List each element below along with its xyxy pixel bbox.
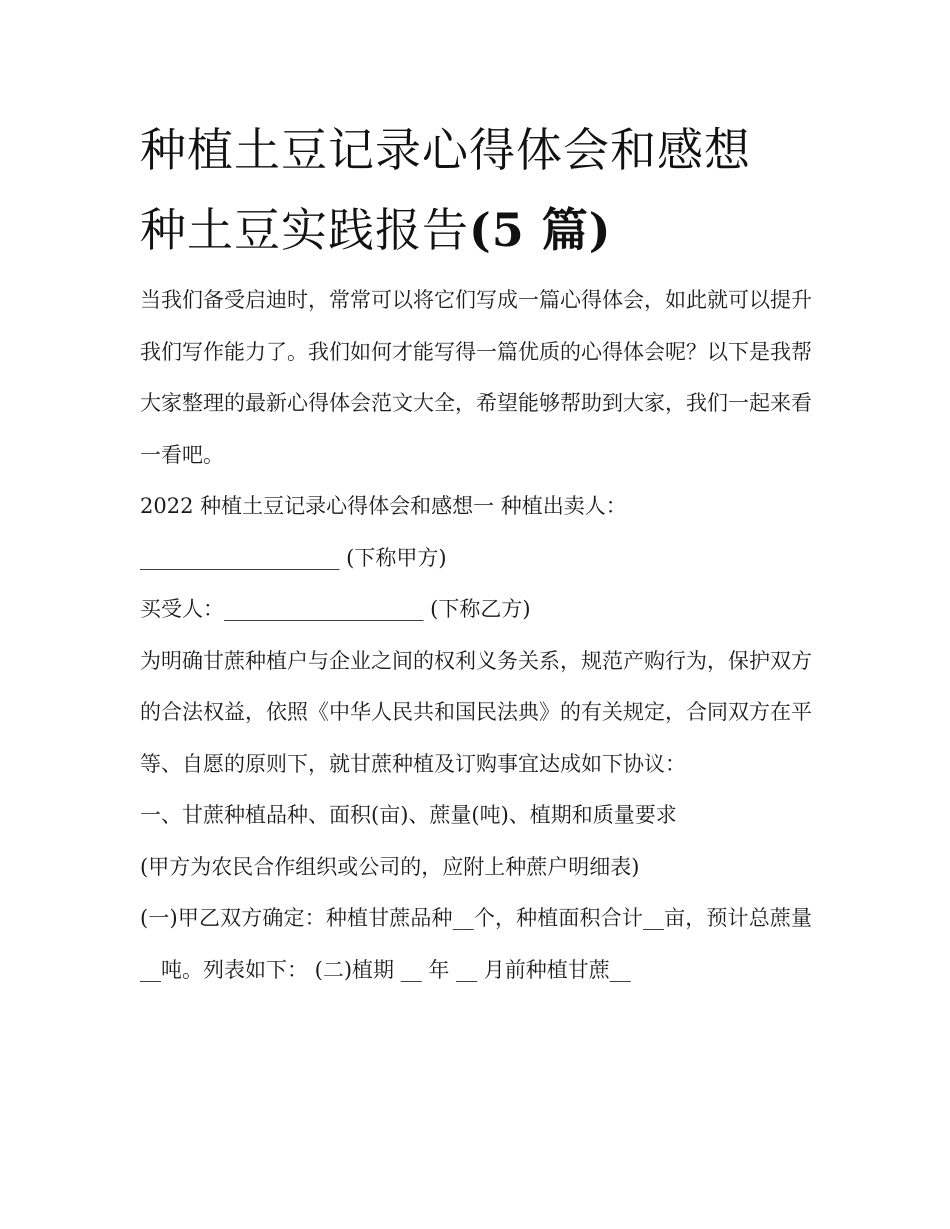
- section-heading: 2022 种植土豆记录心得体会和感想一 种植出卖人：: [140, 494, 627, 518]
- clause-heading-1: 一、甘蔗种植品种、面积(亩)、蔗量(吨)、植期和质量要求: [140, 803, 677, 827]
- seller-line: ___________________ (下称甲方): [140, 545, 447, 570]
- clause-note: (甲方为农民合作组织或公司的，应附上种蔗户明细表): [140, 854, 640, 879]
- purpose-paragraph: 为明确甘蔗种植户与企业之间的权利义务关系，规范产购行为，保护双方的合法权益，依照《中华人民共和国民法典》的有关规定，合同双方在平等、自愿的原则下，就甘蔗种植及订购事宜达成如下协议：: [140, 648, 812, 776]
- document-body: [140, 275, 812, 996]
- clause-detail: (一)甲乙双方确定：种植甘蔗品种__个，种植面积合计__亩，预计总蔗量__吨。列表如下： (二)植期 __ 年 __ 月前种植甘蔗__: [140, 906, 812, 982]
- title-article-count: (5 篇): [469, 203, 612, 257]
- document-title: [140, 110, 820, 270]
- intro-paragraph: 当我们备受启迪时，常常可以将它们写成一篇心得体会，如此就可以提升我们写作能力了。我们如何才能写得一篇优质的心得体会呢？以下是我帮大家整理的最新心得体会范文大全，希望能够帮助到大家，我们一起来看一看吧。: [140, 288, 812, 467]
- title-line-2: 种土豆实践报告: [140, 203, 469, 257]
- buyer-line: 买受人：___________________ (下称乙方): [140, 597, 531, 621]
- title-line-1: 种植土豆记录心得体会和感想: [140, 123, 751, 177]
